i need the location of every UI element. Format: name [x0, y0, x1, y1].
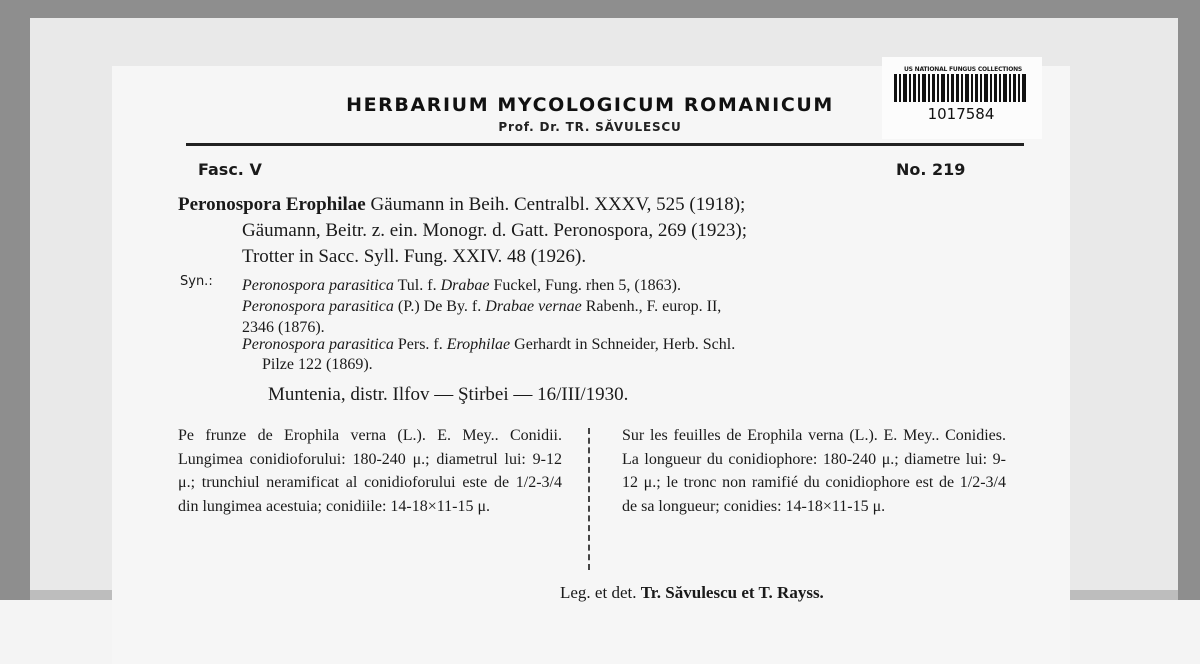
synonym-2: [242, 296, 1022, 317]
collection-locality: Muntenia, distr. Ilfov — Ştirbei — 16/III/1930.: [268, 384, 629, 405]
collector-names: Tr. Săvulescu et T. Rayss.: [640, 583, 824, 602]
synonym-3-variety: Erophilae: [446, 336, 511, 353]
citation-line-2: Gäumann, Beitr. z. ein. Monogr. d. Gatt. Peronospora, 269 (1923);: [242, 220, 748, 241]
synonym-1-name: Peronospora parasitica: [242, 277, 394, 294]
synonym-2-continuation: 2346 (1876).: [242, 319, 325, 336]
synonym-2-mid: (P.) De By. f.: [397, 298, 482, 315]
species-citation: [178, 192, 1028, 218]
synonym-3-continuation: Pilze 122 (1869).: [262, 356, 373, 373]
fascicle-label: Fasc. V: [198, 160, 262, 179]
herbarium-subtitle: Prof. Dr. TR. SĂVULESCU: [498, 120, 682, 134]
collector-line: [560, 583, 824, 603]
specimen-number: No. 219: [896, 160, 966, 179]
column-divider: [588, 428, 590, 570]
synonym-1-variety: Drabae: [440, 277, 490, 294]
specimen-label: [112, 66, 1070, 664]
citation-continuation: [242, 218, 1032, 270]
synonym-1-mid: Tul. f.: [397, 277, 437, 294]
synonym-2-rest: Rabenh., F. europ. II,: [585, 298, 722, 315]
synonym-3-rest: Gerhardt in Schneider, Herb. Schl.: [514, 336, 736, 353]
description-romanian: Pe frunze de Erophila verna (L.). E. Mey.. Conidii. Lungimea conidioforului: 180-240 μ.; diametrul lui: 9-12 μ.; trunchiul neramificat al conidioforului este de 1/2-3/4 din lungimea acestuia; conidiile: 14-18×11-15 μ.: [178, 427, 562, 515]
herbarium-title: HERBARIUM MYCOLOGICUM ROMANICUM: [346, 94, 834, 116]
species-name: Peronospora Erophilae: [178, 194, 366, 215]
collector-prefix: Leg. et det.: [560, 583, 637, 602]
synonym-3: [242, 334, 1022, 355]
synonym-3-mid: Pers. f.: [397, 336, 443, 353]
synonym-2-name: Peronospora parasitica: [242, 298, 394, 315]
barcode-number: 1017584: [927, 105, 995, 123]
synonym-2-variety: Drabae vernae: [485, 298, 582, 315]
synonym-1-rest: Fuckel, Fung. rhen 5, (1863).: [493, 277, 681, 294]
barcode-icon: [894, 74, 1028, 102]
citation-line-3: Trotter in Sacc. Syll. Fung. XXIV. 48 (1926).: [242, 246, 587, 267]
description-french: Sur les feuilles de Erophila verna (L.). E. Mey.. Conidies. La longueur du conidiophore: 180-240 μ.; diametre lui: 9-12 μ.; le tronc non ramifié du conidiophore est de 1/2-3/4 de sa longueur; conidies: 14-18×11-15 μ.: [622, 427, 1006, 515]
header-rule: [186, 143, 1024, 146]
synonyms-label: Syn.:: [180, 274, 213, 289]
synonym-1: [242, 275, 1022, 296]
citation-line-1: Gäumann in Beih. Centralbl. XXXV, 525 (1918);: [370, 194, 746, 215]
collection-name: US NATIONAL FUNGUS COLLECTIONS: [903, 66, 1023, 73]
synonym-3-name: Peronospora parasitica: [242, 336, 394, 353]
